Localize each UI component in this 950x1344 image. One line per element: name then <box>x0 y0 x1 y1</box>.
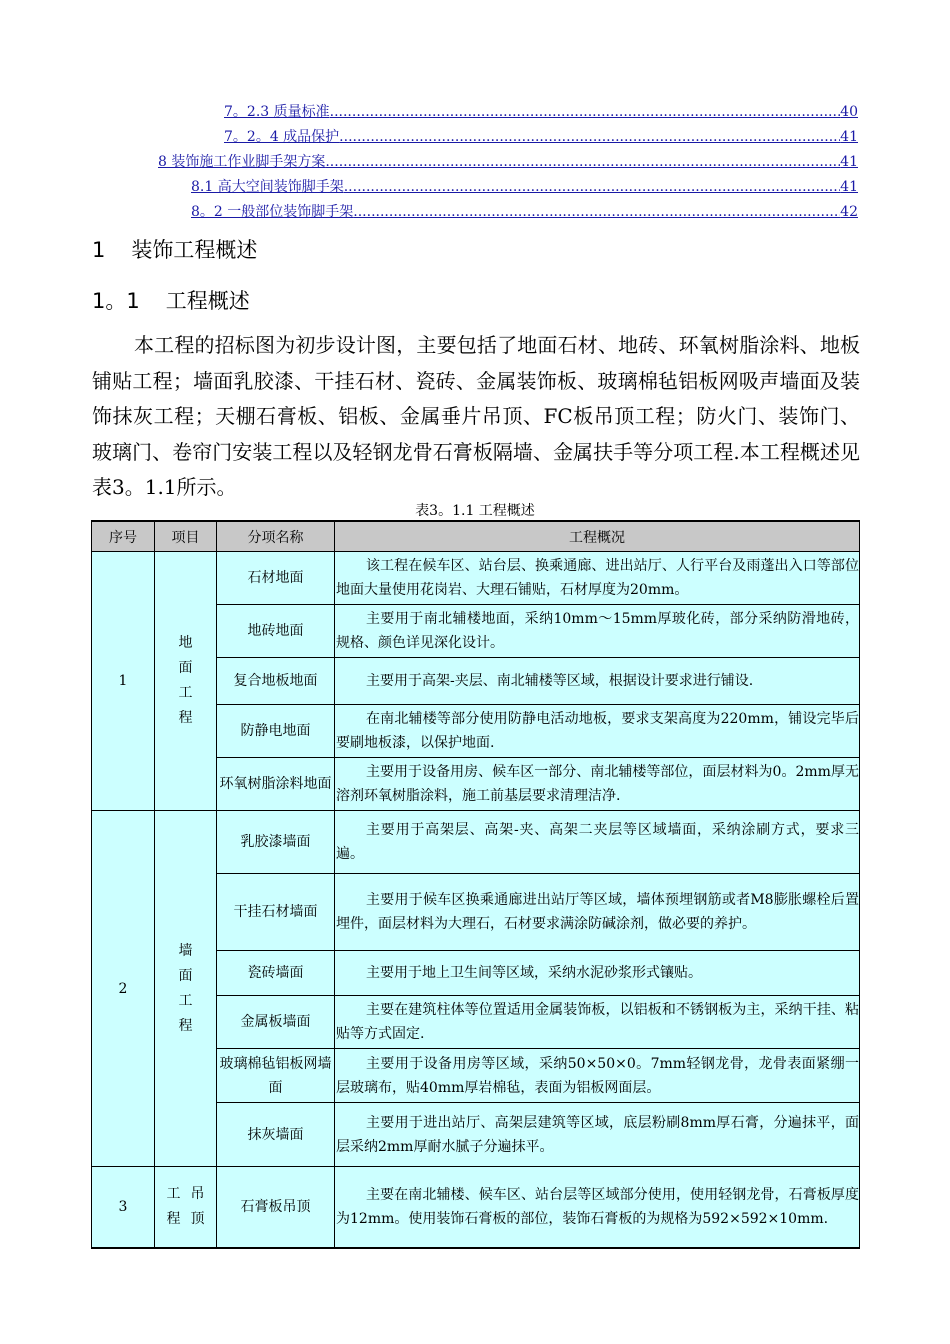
description-cell: 主要用于候车区换乘通廊进出站厅等区域，墙体预埋钢筋或者M8膨胀螺栓后置埋件，面层材料为大理石，石材要求满涂防碱涂剂，做必要的养护。 <box>335 874 860 951</box>
subitem-name-cell: 环氧树脂涂料地面 <box>217 758 335 811</box>
toc-entry[interactable] <box>158 153 858 171</box>
subitem-name-cell: 抹灰墙面 <box>217 1103 335 1167</box>
description-cell: 主要用于高架-夹层、南北辅楼等区域，根据设计要求进行铺设. <box>335 658 860 705</box>
section-number: 1 <box>92 238 106 262</box>
description-cell: 主要用于设备用房、候车区一部分、南北辅楼等部位，面层材料为0。2mm厚无溶剂环氧树脂涂料，施工前基层要求清理洁净. <box>335 758 860 811</box>
toc-leader-dots <box>353 203 840 221</box>
description-cell: 主要用于高架层、高架-夹、高架二夹层等区域墙面，采纳涂刷方式，要求三遍。 <box>335 811 860 874</box>
subitem-name-cell: 地砖地面 <box>217 605 335 658</box>
section-heading <box>92 234 257 264</box>
overview-paragraph: 本工程的招标图为初步设计图，主要包括了地面石材、地砖、环氧树脂涂料、地板铺贴工程；墙面乳胶漆、干挂石材、瓷砖、金属装饰板、玻璃棉毡铝板网吸声墙面及装饰抹灰工程；天棚石膏板、铝板、金属垂片吊顶、FC板吊顶工程；防火门、装饰门、玻璃门、卷帘门安装工程以及轻钢龙骨石膏板隔墙、金属扶手等分项工程.本工程概述见表3。1.1所示。 <box>92 333 860 499</box>
table-row <box>92 1167 860 1248</box>
toc-entry[interactable] <box>191 203 858 221</box>
toc-entry-label: 8。2 一般部位装饰脚手架 <box>191 204 354 220</box>
toc-entry[interactable] <box>191 178 858 196</box>
table-row <box>92 811 860 874</box>
table-header-row <box>92 521 860 552</box>
project-cell: 墙 面 工 程 <box>155 811 217 1167</box>
project-cell: 工 程 吊 顶 <box>155 1167 217 1248</box>
toc-entry-label: 8.1 高大空间装饰脚手架 <box>191 179 344 195</box>
subitem-name-cell: 瓷砖墙面 <box>217 951 335 996</box>
subsection-number: 1。1 <box>92 289 140 313</box>
description-cell: 主要用于南北辅楼地面，采纳10mm～15mm厚玻化砖，部分采纳防滑地砖，规格、颜色详见深化设计。 <box>335 605 860 658</box>
description-cell: 主要用于地上卫生间等区域，采纳水泥砂浆形式镶贴。 <box>335 951 860 996</box>
subsection-heading <box>92 285 250 315</box>
subsection-title: 工程概述 <box>165 289 250 313</box>
subitem-name-cell: 玻璃棉毡铝板网墙面 <box>217 1049 335 1103</box>
description-cell: 主要在南北辅楼、候车区、站台层等区域部分使用，使用轻钢龙骨，石膏板厚度为12mm。使用装饰石膏板的部位，装饰石膏板的为规格为592×592×10mm. <box>335 1167 860 1248</box>
subitem-name-cell: 石材地面 <box>217 552 335 605</box>
toc-entry-page: 41 <box>840 179 858 195</box>
project-cell: 地 面 工 程 <box>155 552 217 811</box>
subitem-name-cell: 乳胶漆墙面 <box>217 811 335 874</box>
toc-entry-page: 42 <box>840 204 858 220</box>
subitem-name-cell: 复合地板地面 <box>217 658 335 705</box>
row-number-cell: 1 <box>92 552 155 811</box>
header-cell: 序号 <box>92 521 155 552</box>
subitem-name-cell: 防静电地面 <box>217 705 335 758</box>
header-cell: 工程概况 <box>335 521 860 552</box>
description-cell: 该工程在候车区、站台层、换乘通廊、进出站厅、人行平台及雨蓬出入口等部位地面大量使用花岗岩、大理石铺贴，石材厚度为20mm。 <box>335 552 860 605</box>
row-number-cell: 2 <box>92 811 155 1167</box>
description-cell: 主要在建筑柱体等位置适用金属装饰板，以铝板和不锈钢板为主，采纳干挂、粘贴等方式固定. <box>335 996 860 1049</box>
header-cell: 分项名称 <box>217 521 335 552</box>
toc-entry-label: 8 装饰施工作业脚手架方案 <box>158 154 326 170</box>
table-row <box>92 552 860 605</box>
toc-leader-dots <box>330 103 841 121</box>
project-overview-table <box>91 520 860 1249</box>
toc-entry-page: 41 <box>840 154 858 170</box>
subitem-name-cell: 石膏板吊顶 <box>217 1167 335 1248</box>
description-cell: 主要用于设备用房等区域，采纳50×50×0。7mm轻钢龙骨，龙骨表面紧绷一层玻璃布，贴40mm厚岩棉毡，表面为铝板网面层。 <box>335 1049 860 1103</box>
toc-leader-dots <box>325 153 840 171</box>
toc-entry-page: 40 <box>840 104 858 120</box>
table-caption: 表3。1.1 工程概述 <box>415 503 535 519</box>
description-cell: 主要用于进出站厅、高架层建筑等区域，底层粉刷8mm厚石膏，分遍抹平，面层采纳2mm厚耐水腻子分遍抹平。 <box>335 1103 860 1167</box>
header-cell: 项目 <box>155 521 217 552</box>
toc-leader-dots <box>344 178 840 196</box>
toc-leader-dots <box>339 128 840 146</box>
subitem-name-cell: 金属板墙面 <box>217 996 335 1049</box>
toc-entry-label: 7。2.3 质量标准 <box>224 104 330 120</box>
toc-entry-page: 41 <box>840 129 858 145</box>
section-title: 装饰工程概述 <box>131 238 258 262</box>
subitem-name-cell: 干挂石材墙面 <box>217 874 335 951</box>
description-cell: 在南北辅楼等部分使用防静电活动地板，要求支架高度为220mm，铺设完毕后要刷地板漆，以保护地面. <box>335 705 860 758</box>
row-number-cell: 3 <box>92 1167 155 1248</box>
toc-entry-label: 7。2。4 成品保护 <box>224 129 340 145</box>
toc-entry[interactable] <box>224 128 858 146</box>
toc-entry[interactable] <box>224 103 858 121</box>
